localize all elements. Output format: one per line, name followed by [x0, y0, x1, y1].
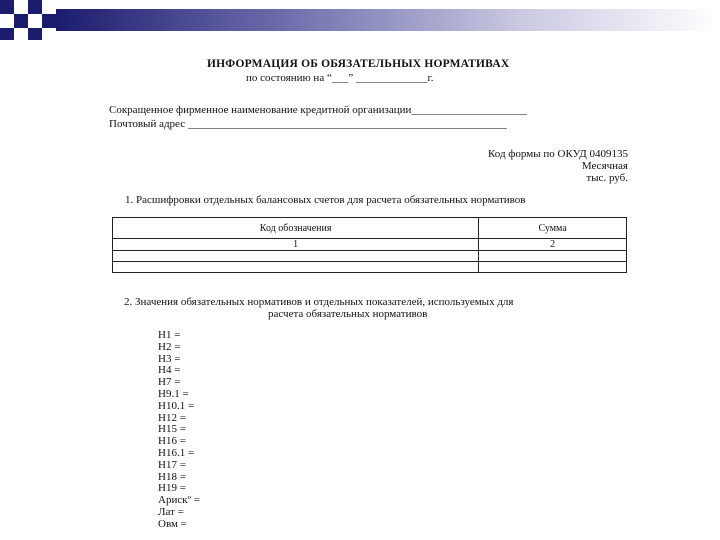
list-item: Н17 = — [158, 458, 186, 471]
decor-square — [14, 14, 28, 28]
page-title: ИНФОРМАЦИЯ ОБ ОБЯЗАТЕЛЬНЫХ НОРМАТИВАХ — [207, 58, 510, 70]
list-item: Арискº = — [158, 494, 200, 507]
decor-square — [42, 0, 56, 14]
table-header-row — [113, 218, 627, 239]
form-units: тыс. руб. — [586, 172, 628, 184]
balance-accounts-table — [112, 217, 627, 273]
list-item: Н3 = — [158, 352, 181, 365]
table-number-row — [113, 239, 627, 251]
list-item: Н19 = — [158, 482, 186, 495]
list-item: Н7 = — [158, 376, 181, 389]
list-item: Лат = — [158, 505, 184, 518]
table-cell — [113, 262, 479, 273]
list-item: Н4 = — [158, 364, 181, 377]
list-item: Н12 = — [158, 411, 186, 424]
table-row — [113, 262, 627, 273]
list-item: Н16.1 = — [158, 446, 195, 459]
table-cell — [479, 262, 627, 273]
list-item: Н1 = — [158, 329, 181, 341]
normatives-list — [158, 330, 200, 531]
table-header-cell: Код обозначения — [113, 218, 479, 239]
decor-square — [28, 14, 42, 28]
form-period: Месячная — [581, 160, 628, 172]
decor-square — [14, 0, 28, 14]
list-item: Н18 = — [158, 470, 186, 483]
list-item: Н10.1 = — [158, 399, 195, 412]
list-item: Н16 = — [158, 435, 186, 448]
table-cell: 1 — [113, 239, 479, 251]
decor-square — [0, 0, 14, 14]
table-cell: 2 — [479, 239, 627, 251]
decor-square — [0, 28, 14, 40]
decor-square — [14, 28, 28, 40]
section2-heading-cont: расчета обязательных нормативов — [268, 308, 428, 320]
page-subtitle: по состоянию на “___” _____________г. — [246, 72, 434, 84]
address-field: Почтовый адрес __________________________________________________________ — [109, 118, 507, 130]
org-name-field: Сокращенное фирменное наименование кредитной организации_____________________ — [109, 104, 527, 116]
okud-code: Код формы по ОКУД 0409135 — [487, 148, 628, 160]
decor-square — [28, 28, 42, 40]
list-item: Н2 = — [158, 340, 181, 353]
section1-heading: 1. Расшифровки отдельных балансовых счетов для расчета обязательных нормативов — [125, 194, 526, 206]
header-band — [0, 0, 720, 40]
list-item: Н15 = — [158, 423, 186, 436]
header-gradient — [56, 9, 720, 31]
decor-square — [28, 0, 42, 14]
table-row — [113, 251, 627, 262]
section2-heading: 2. Значения обязательных нормативов и отдельных показателей, используемых для — [124, 296, 514, 308]
decor-square — [0, 14, 14, 28]
list-item: Н9.1 = — [158, 387, 189, 400]
table-header-cell: Сумма — [479, 218, 627, 239]
table-cell — [113, 251, 479, 262]
decor-square — [42, 14, 56, 28]
list-item: Овм = — [158, 517, 187, 530]
table-cell — [479, 251, 627, 262]
